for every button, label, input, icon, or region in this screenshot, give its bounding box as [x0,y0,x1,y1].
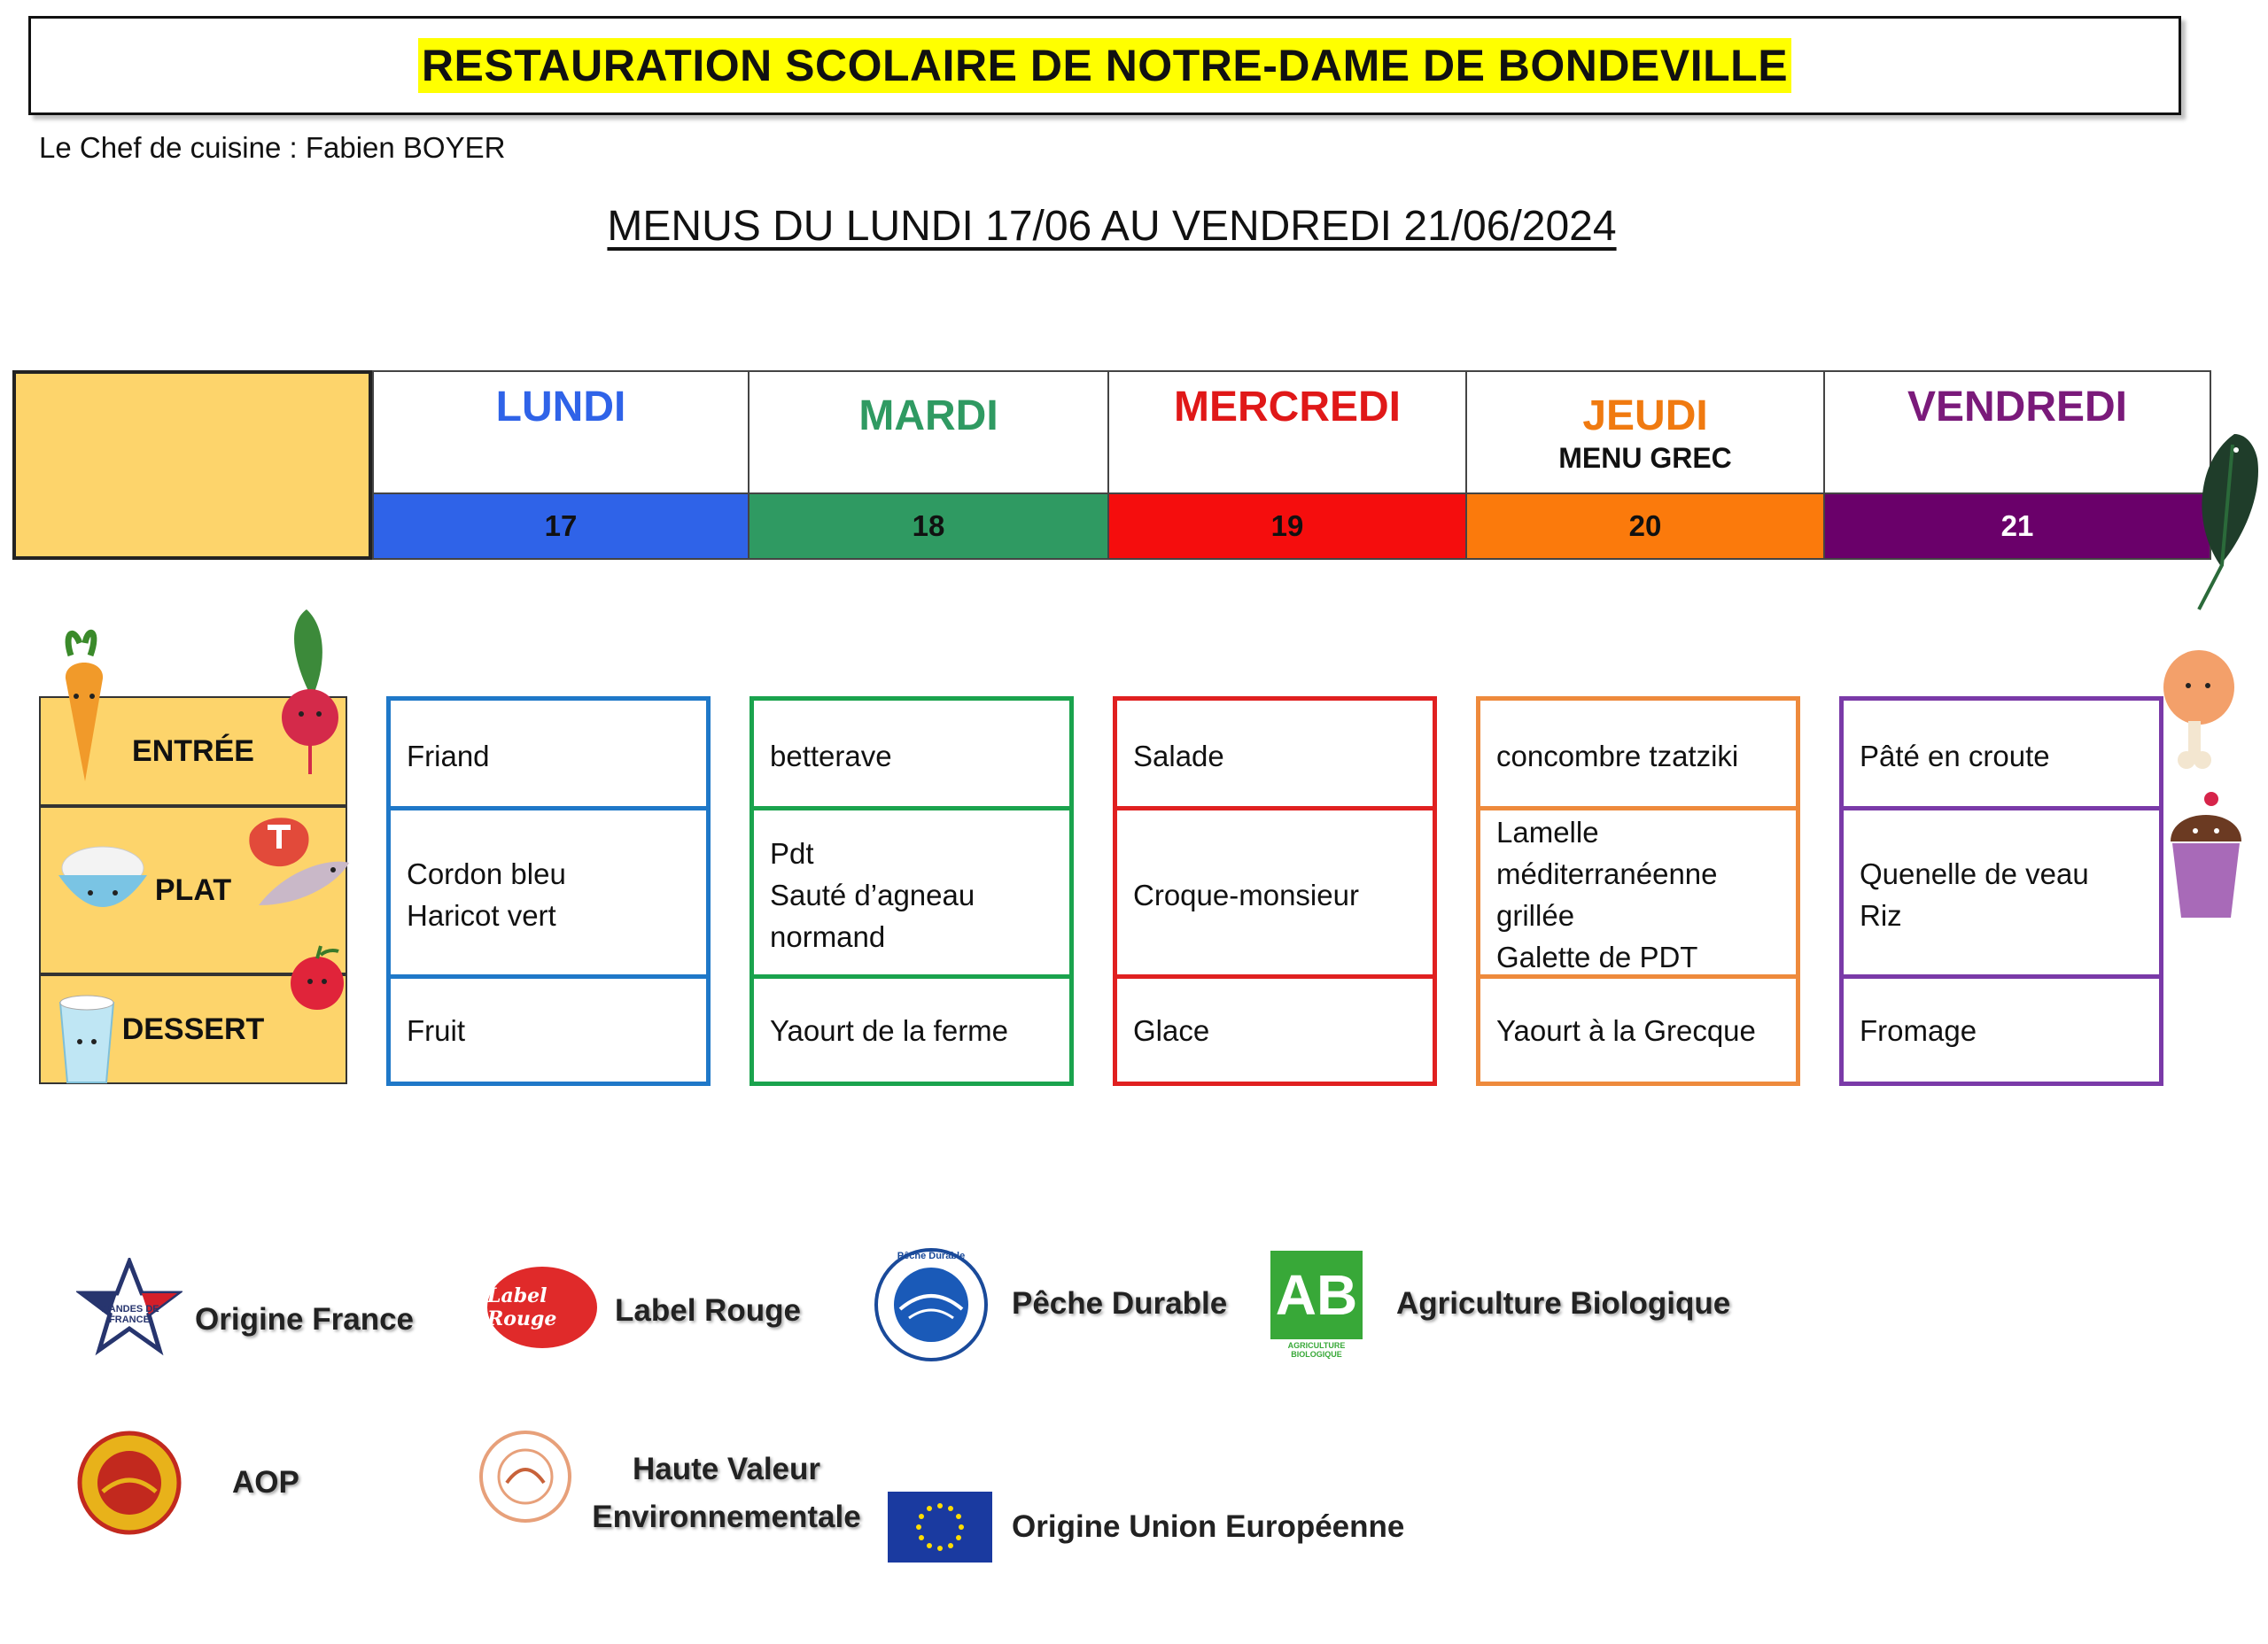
menu-plat [1117,810,1433,979]
category-label: ENTRÉE [132,733,254,768]
menu-column-jeudi [1476,696,1800,1086]
menu-dessert [1480,979,1796,1082]
day-header-lundi [372,370,750,494]
yogurt-icon [51,980,122,1086]
day-header-mardi [748,370,1109,494]
menu-entree-text: concombre tzatziki [1496,739,1739,772]
menu-entree-text: Salade [1133,739,1224,772]
day-header-vendredi [1823,370,2211,494]
legend-agriculture-bio: Agriculture Biologique [1396,1286,1731,1321]
day-name: VENDREDI [1907,384,2128,430]
menu-entree [754,701,1069,810]
menu-entree [1844,701,2159,810]
fish-icon [874,1247,989,1362]
leaf-icon [2181,423,2263,613]
page-title: RESTAURATION SCOLAIRE DE NOTRE-DAME DE BONDEVILLE [418,38,1791,93]
day-name: LUNDI [495,384,626,430]
legend-hve [549,1446,904,1541]
menu-plat-text: Pdt Sauté d’agneau normand [770,836,975,953]
day-header-jeudi [1465,370,1825,494]
legend-label-rouge: Label Rouge [615,1293,802,1328]
menu-dessert-text: Yaourt à la Grecque [1496,1013,1756,1047]
day-number-mardi: 18 [748,492,1109,560]
week-title [0,202,2224,251]
viandes-logo-text: VIANDES DE FRANCE [99,1304,159,1325]
category-label: PLAT [154,872,232,907]
menu-plat-text: Cordon bleu Haricot vert [407,857,566,932]
menu-dessert [391,979,706,1082]
menu-dessert [1117,979,1433,1082]
day-number-jeudi: 20 [1465,492,1825,560]
menu-entree [1117,701,1433,810]
menu-entree-text: betterave [770,739,892,772]
menu-entree-text: Friand [407,739,490,772]
radish-icon [275,606,346,783]
menu-column-mercredi [1113,696,1437,1086]
carrot-icon [46,625,117,785]
aop-logo [76,1430,183,1536]
title-banner [28,16,2181,115]
menu-column-lundi [386,696,711,1086]
steak-icon [241,808,356,923]
eu-flag-logo [888,1492,992,1563]
menu-plat [1480,810,1796,979]
peche-logo-text: Pêche Durable [897,1251,966,1261]
menu-entree-text: Pâté en croute [1860,739,2050,772]
label-rouge-logo [487,1267,597,1348]
legend-peche-durable: Pêche Durable [1012,1286,1228,1321]
legend-aop: AOP [232,1465,299,1500]
legend-origine-france: Origine France [195,1302,415,1337]
day-name: MERCREDI [1173,384,1401,430]
ab-logo-text: AB [1270,1251,1363,1339]
legend-origine-ue: Origine Union Européenne [1012,1509,1405,1544]
peche-durable-logo [874,1247,989,1362]
ab-logo-subtext: AGRICULTURE BIOLOGIQUE [1287,1341,1346,1359]
aop-seal-icon [76,1430,183,1536]
day-number-lundi: 17 [372,492,750,560]
day-name: JEUDI [1582,392,1708,439]
menu-dessert-text: Glace [1133,1013,1210,1047]
menu-column-mardi [750,696,1074,1086]
menu-plat [391,810,706,979]
day-subtitle: MENU GREC [1558,442,1732,474]
day-number-vendredi: 21 [1823,492,2211,560]
day-number-mercredi: 19 [1107,492,1467,560]
menu-dessert [754,979,1069,1082]
agriculture-bio-logo [1270,1251,1363,1362]
rice-bowl-icon [53,841,152,921]
cupcake-icon [2162,788,2250,921]
menu-plat [754,810,1069,979]
legend-hve-line1: Haute Valeur [632,1452,821,1486]
menu-dessert-text: Fruit [407,1013,465,1047]
menu-plat-text: Quenelle de veau Riz [1860,857,2089,932]
menu-entree [1480,701,1796,810]
chicken-leg-icon [2162,647,2238,779]
menu-dessert-text: Yaourt de la ferme [770,1013,1009,1047]
corner-cell [12,370,372,560]
legend-hve-line2: Environnementale [592,1500,861,1534]
chef-name: Le Chef de cuisine : Fabien BOYER [39,131,506,164]
label-rouge-logo-text: Label Rouge [487,1284,557,1330]
menu-dessert-text: Fromage [1860,1013,1977,1047]
menu-plat-text: Lamelle méditerranéenne grillée Galette de PDT [1496,816,1718,973]
day-name: MARDI [858,392,998,439]
menu-plat-text: Croque-monsieur [1133,878,1359,911]
day-header-mercredi [1107,370,1467,494]
menu-dessert [1844,979,2159,1082]
menu-column-vendredi [1839,696,2163,1086]
eu-stars-icon [888,1492,992,1563]
menu-plat [1844,810,2159,979]
apple-icon [282,944,353,1015]
category-label: DESSERT [121,1012,265,1046]
origine-france-logo [76,1258,183,1361]
menu-entree [391,701,706,810]
week-title-text: MENUS DU LUNDI 17/06 AU VENDREDI 21/06/2024 [607,203,1617,250]
